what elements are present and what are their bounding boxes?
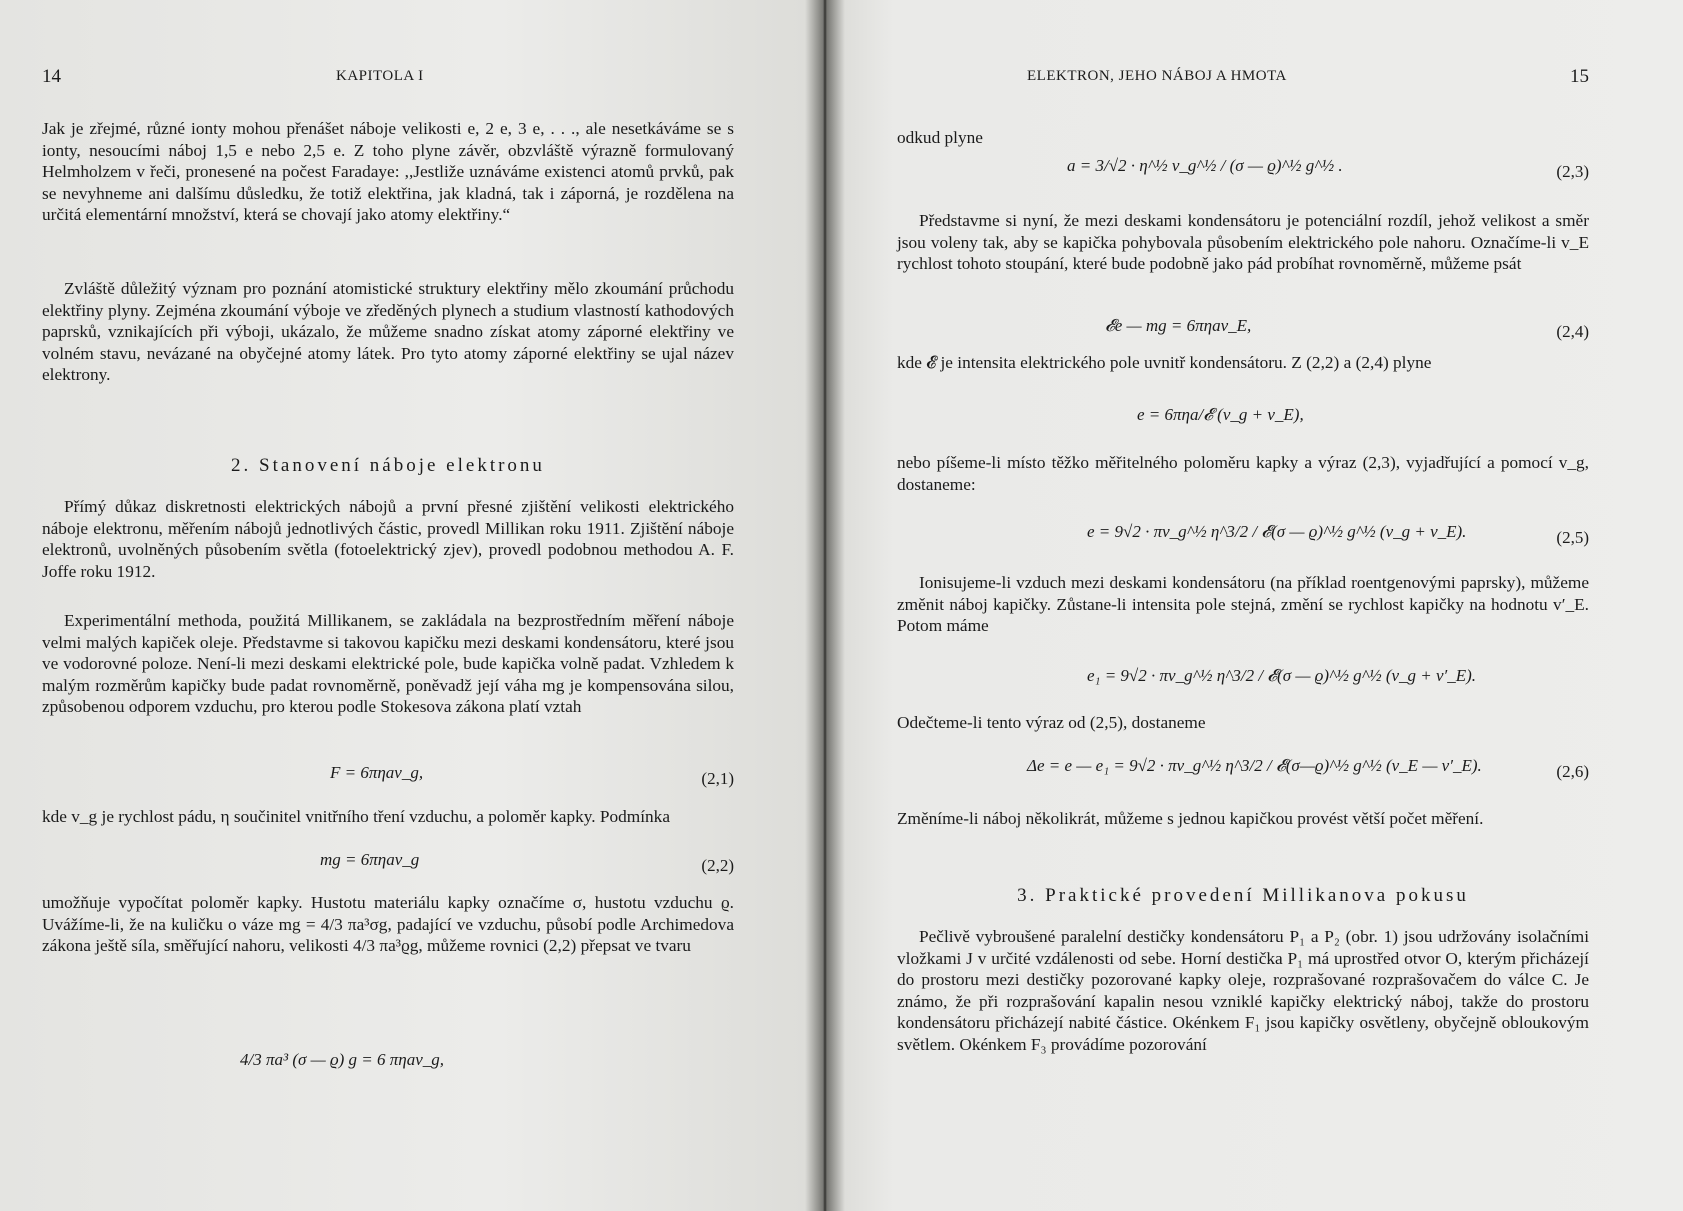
paragraph: Přímý důkaz diskretnosti elektrických nábojů a první přesné zjištění velikosti elektrického náboje elektronu, měřením nábojů jednotlivých částic, provedl Millikan roku 1911. Zjištění náboje elektronů, uvolněných působením světla (fotoelektrický zjev), provedl podobnou methodou A. F. Joffe roku 1912. bbox=[42, 497, 734, 581]
equation-expression: e = 9√2 · πv_g^½ η^3/2 / 𝓔(σ — ϱ)^½ g^½ (v_g + v_E). bbox=[1087, 522, 1467, 541]
equation bbox=[897, 316, 1589, 356]
section-heading: 2. Stanovení náboje elektronu bbox=[231, 455, 545, 476]
equation-expression: a = 3/√2 · η^½ v_g^½ / (σ — ϱ)^½ g^½ . bbox=[1067, 156, 1343, 175]
paragraph: Ionisujeme-li vzduch mezi deskami kondensátoru (na příklad roentgenovými paprsky), můžeme změnit náboj kapičky. Zůstane-li intensita pole stejná, změní se rychlost kapičky na hodnotu v′_E. Potom máme bbox=[897, 573, 1589, 636]
equation bbox=[897, 522, 1589, 562]
running-head-left: KAPITOLA I bbox=[336, 68, 424, 84]
paragraph: kde v_g je rychlost pádu, η součinitel vnitřního tření vzduchu, a poloměr kapky. Podmínka bbox=[42, 807, 670, 826]
paragraph: umožňuje vypočítat poloměr kapky. Hustotu materiálu kapky označíme σ, hustotu vzduchu ϱ. Uvážíme-li, že na kuličku o váze mg = 4/3 πa³σg, padající ve vzduchu, působí podle Archimedova zákona ještě síla, směřující nahoru, velikosti 4/3 πa³ϱg, můžeme rovnici (2,2) přepsat ve tvaru bbox=[42, 893, 734, 956]
running-head-right: ELEKTRON, JEHO NÁBOJ A HMOTA bbox=[1027, 68, 1287, 84]
equation bbox=[897, 666, 1589, 706]
equation bbox=[897, 405, 1589, 445]
equation bbox=[42, 850, 734, 890]
equation-expression: 4/3 πa³ (σ — ϱ) g = 6 πηav_g, bbox=[240, 1050, 444, 1069]
paragraph: kde 𝓔 je intensita elektrického pole uvnitř kondensátoru. Z (2,2) a (2,4) plyne bbox=[897, 353, 1432, 372]
equation-label: (2,1) bbox=[701, 769, 734, 788]
equation bbox=[897, 756, 1589, 796]
equation-expression: e = 6πηa/𝓔 (v_g + v_E), bbox=[1137, 405, 1304, 424]
paragraph: nebo píšeme-li místo těžko měřitelného poloměru kapky a výraz (2,3), vyjadřující a pomocí v_g, dostaneme: bbox=[897, 453, 1589, 494]
paragraph: Pečlivě vybroušené paralelní destičky kondensátoru P₁ a P₂ (obr. 1) jsou udržovány isolačními vložkami J v určité vzdálenosti od sebe. Horní destička P₁ má uprostřed otvor O, kterým přicházejí do prostoru mezi destičky pozorované kapky oleje, rozprašované rozprašovačem do válce C. Je známo, že při rozprašování kapalin nesou vzniklé kapičky elektrický náboj, takže do prostoru kondensátoru přicházejí nabité částice. Okénkem F₁ jsou kapičky osvětleny, obyčejně obloukovým světlem. Okénkem F₃ provádíme pozorování bbox=[897, 927, 1589, 1054]
equation-label: (2,2) bbox=[701, 856, 734, 875]
paragraph: Odečteme-li tento výraz od (2,5), dostaneme bbox=[897, 713, 1206, 732]
paragraph: Změníme-li náboj několikrát, můžeme s jednou kapičkou provést větší počet měření. bbox=[897, 809, 1484, 828]
paragraph: odkud plyne bbox=[897, 128, 983, 147]
equation-expression: 𝓔e — mg = 6πηav_E, bbox=[1105, 316, 1252, 335]
page-number-left: 14 bbox=[42, 66, 61, 87]
equation-expression: Δe = e — e₁ = 9√2 · πv_g^½ η^3/2 / 𝓔(σ—ϱ)^½ g^½ (v_E — v′_E). bbox=[1027, 756, 1482, 775]
left-page bbox=[0, 0, 825, 1211]
paragraph: Představme si nyní, že mezi deskami kondensátoru je potenciální rozdíl, jehož velikost a směr jsou voleny tak, aby se kapička pohybovala působením elektrického pole nahoru. Označíme-li v_E rychlost tohoto stoupání, které bude podobně jako pád probíhat rovnoměrně, můžeme psát bbox=[897, 211, 1589, 274]
equation-expression: e₁ = 9√2 · πv_g^½ η^3/2 / 𝓔(σ — ϱ)^½ g^½ (v_g + v′_E). bbox=[1087, 666, 1477, 685]
book-gutter bbox=[805, 0, 845, 1211]
equation bbox=[42, 1050, 734, 1090]
paragraph: Zvláště důležitý význam pro poznání atomistické struktury elektřiny mělo zkoumání průchodu elektřiny plyny. Zejména zkoumání výboje ve zředěných plynech a studium vlastností kathodových paprsků, vznikajících při výboji, ukázalo, že můžeme snadno získat atomy záporné elektřiny ve volném stavu, nevázané na obyčejné atomy látek. Pro tyto atomy záporné elektřiny se ujal název elektrony. bbox=[42, 279, 734, 385]
equation-label: (2,6) bbox=[1556, 762, 1589, 781]
section-heading: 3. Praktické provedení Millikanova pokusu bbox=[1017, 885, 1469, 906]
equation-label: (2,4) bbox=[1556, 322, 1589, 341]
paragraph: Jak je zřejmé, různé ionty mohou přenášet náboje velikosti e, 2 e, 3 e, . . ., ale nesetkáváme se s ionty, nesoucími náboj 1,5 e nebo 2,5 e. Z toho plyne závěr, obzvláště výrazně formulovaný Helmholzem v řeči, pronesené na počest Faradaye: ,,Jestliže uznáváme existenci atomů prvků, pak se nevyhneme ani dalšímu důsledku, že totiž elektřina, jak kladná, tak i záporná, je rozdělena na určitá elementární množství, která se chovají jako atomy elektřiny.“ bbox=[42, 119, 734, 225]
equation bbox=[42, 763, 734, 803]
right-page bbox=[825, 0, 1683, 1211]
equation-expression: mg = 6πηav_g bbox=[320, 850, 420, 869]
equation-label: (2,5) bbox=[1556, 528, 1589, 547]
equation-expression: F = 6πηav_g, bbox=[330, 763, 424, 782]
paragraph: Experimentální methoda, použitá Millikanem, se zakládala na bezprostředním měření náboje velmi malých kapiček oleje. Představme si takovou kapičku mezi deskami kondensátoru, které jsou ve vodorovné poloze. Není-li mezi deskami elektrické pole, bude kapička volně padat. Vzhledem k malým rozměrům kapičky bude padat rovnoměrně, poněvadž její váha mg je kompensována silou, způsobenou odporem vzduchu, pro kterou podle Stokesova zákona platí vztah bbox=[42, 611, 734, 717]
page-number-right: 15 bbox=[1570, 66, 1589, 87]
equation-label: (2,3) bbox=[1556, 162, 1589, 181]
equation bbox=[897, 156, 1589, 196]
